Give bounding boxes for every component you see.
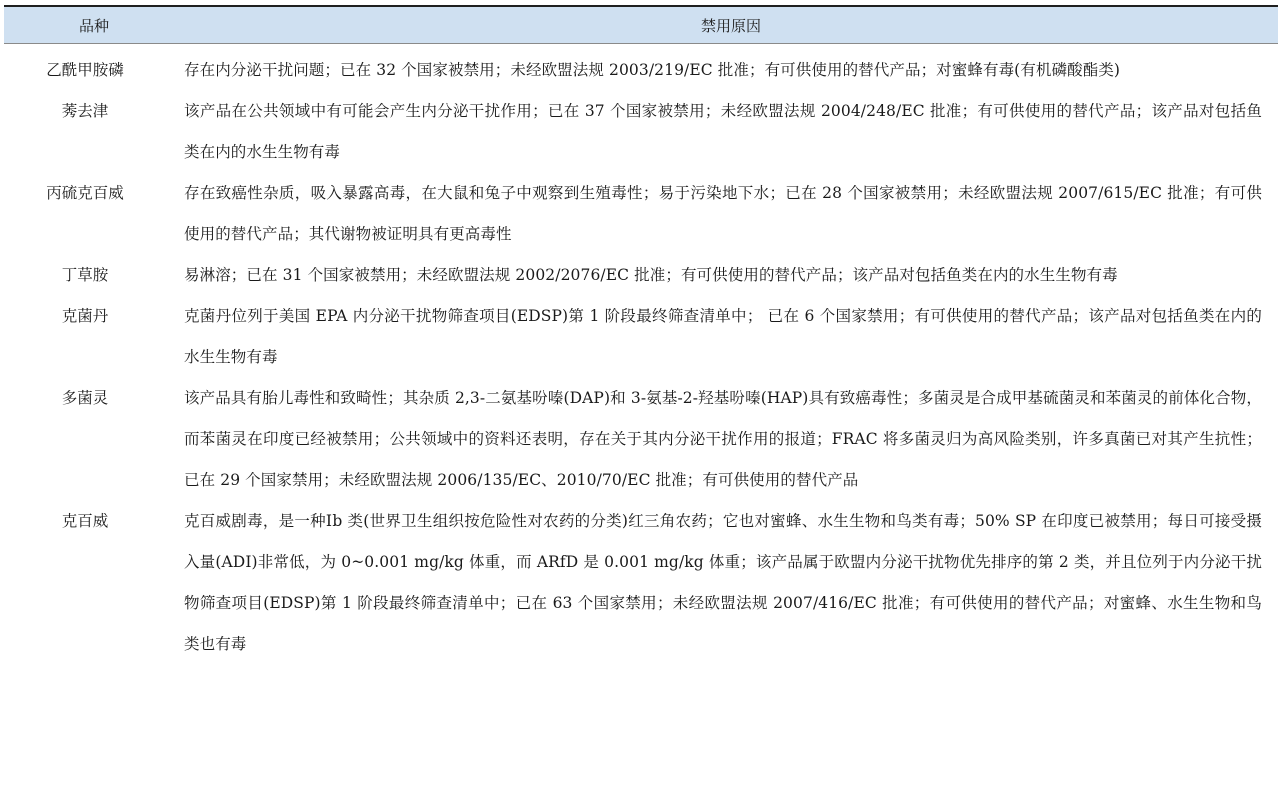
ban-reason: 存在内分泌干扰问题；已在 32 个国家被禁用；未经欧盟法规 2003/219/EC 批准；有可供使用的替代产品；对蜜蜂有毒(有机磷酸酯类) xyxy=(184,61,1121,79)
table-row xyxy=(4,255,1278,296)
variety-name: 乙酰甲胺磷 xyxy=(46,61,124,79)
variety-name: 多菌灵 xyxy=(61,389,109,407)
table-header xyxy=(4,5,1278,44)
ban-reason: 该产品在公共领域中有可能会产生内分泌干扰作用；已在 37 个国家被禁用；未经欧盟法规 2004/248/EC 批准；有可供使用的替代产品；该产品对包括鱼类在内的水生生物有毒 xyxy=(184,102,1262,161)
table-body xyxy=(4,44,1278,665)
table-row xyxy=(4,50,1278,91)
pesticide-ban-table xyxy=(4,5,1278,665)
header-reason: 禁用原因 xyxy=(700,16,761,35)
table-row xyxy=(4,91,1278,173)
header-variety: 品种 xyxy=(78,16,109,35)
variety-name: 克百威 xyxy=(61,512,109,530)
table-row xyxy=(4,378,1278,501)
table-row xyxy=(4,501,1278,665)
table-row xyxy=(4,173,1278,255)
ban-reason: 克百威剧毒，是一种Ⅰb 类(世界卫生组织按危险性对农药的分类)红三角农药；它也对蜜蜂、水生生物和鸟类有毒；50% SP 在印度已被禁用；每日可接受摄入量(ADI)非常低，为 0~0.001 mg/kg 体重，而 ARfD 是 0.001 mg/kg 体重；该产品属于欧盟内分泌干扰物优先排序的第 2 类，并且位列于内分泌干扰物筛查项目(EDSP)第 1 阶段最终筛查清单中；已在 63 个国家禁用；未经欧盟法规 2007/416/EC 批准；有可供使用的替代产品；对蜜蜂、水生生物和鸟类也有毒 xyxy=(184,512,1262,653)
table-row xyxy=(4,296,1278,378)
ban-reason: 易淋溶；已在 31 个国家被禁用；未经欧盟法规 2002/2076/EC 批准；有可供使用的替代产品；该产品对包括鱼类在内的水生生物有毒 xyxy=(184,266,1118,284)
variety-name: 丁草胺 xyxy=(61,266,109,284)
ban-reason: 存在致癌性杂质，吸入暴露高毒，在大鼠和兔子中观察到生殖毒性；易于污染地下水；已在 28 个国家被禁用；未经欧盟法规 2007/615/EC 批准；有可供使用的替代产品；其代谢物被证明具有更高毒性 xyxy=(184,184,1262,243)
ban-reason: 该产品具有胎儿毒性和致畸性；其杂质 2,3-二氨基吩嗪(DAP)和 3-氨基-2-羟基吩嗪(HAP)具有致癌毒性；多菌灵是合成甲基硫菌灵和苯菌灵的前体化合物，而苯菌灵在印度已经被禁用；公共领域中的资料还表明，存在关于其内分泌干扰作用的报道；FRAC 将多菌灵归为高风险类别，许多真菌已对其产生抗性；已在 29 个国家禁用；未经欧盟法规 2006/135/EC、2010/70/EC 批准；有可供使用的替代产品 xyxy=(184,389,1262,489)
ban-reason: 克菌丹位列于美国 EPA 内分泌干扰物筛查项目(EDSP)第 1 阶段最终筛查清单中； 已在 6 个国家禁用；有可供使用的替代产品；该产品对包括鱼类在内的水生生物有毒 xyxy=(184,307,1262,366)
variety-name: 克菌丹 xyxy=(61,307,109,325)
variety-name: 莠去津 xyxy=(61,102,109,120)
variety-name: 丙硫克百威 xyxy=(46,184,124,202)
